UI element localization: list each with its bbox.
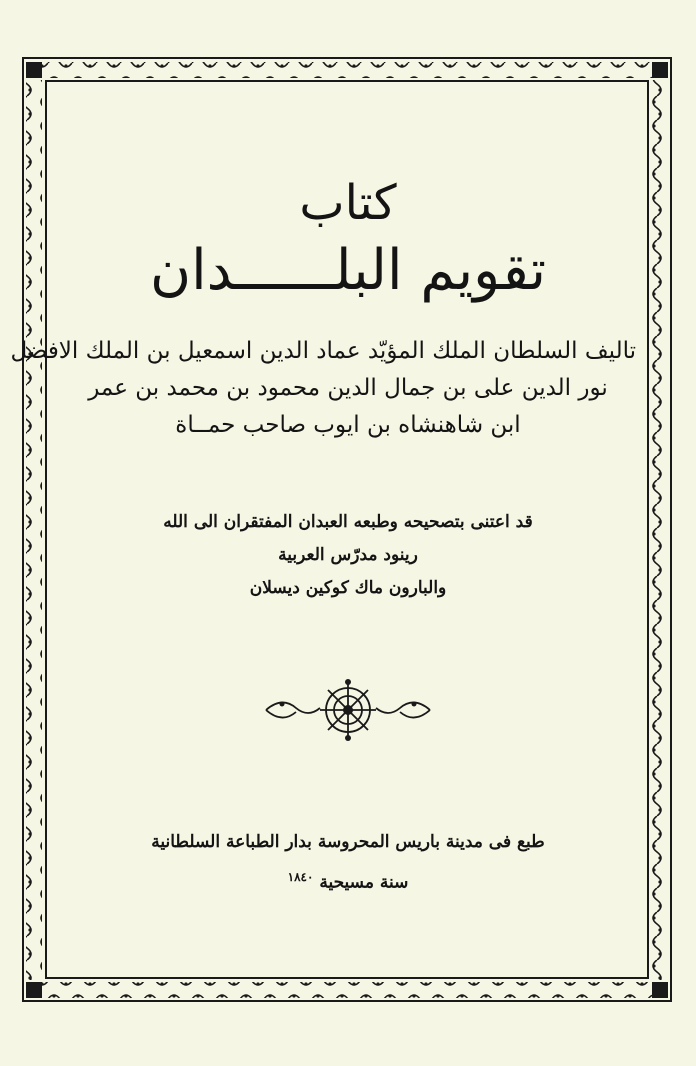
author-line-1: تاليف السلطان الملك المؤيّد عماد الدين اسمعيل بن الملك الافضل xyxy=(10,338,636,364)
imprint-year-label: سنة مسيحية xyxy=(319,872,409,893)
author-line-2: نور الدين على بن جمال الدين محمود بن محمد بن عمر xyxy=(88,375,608,401)
editor-line-3: والبارون ماك كوكين ديسلان xyxy=(249,578,447,598)
imprint-line: طبع فى مدينة باريس المحروسة بدار الطباعة السلطانية xyxy=(151,832,545,852)
editor-line-1: قد اعتنى بتصحيحه وطبعه العبدان المفتقران الى الله xyxy=(163,512,533,532)
imprint-date xyxy=(60,870,636,893)
central-rosette-ornament xyxy=(262,678,434,742)
author-line-3: ابن شاهنشاه بن ايوب صاحب حمــاة xyxy=(175,412,521,438)
title-word: كتاب xyxy=(299,175,397,231)
editor-line-2: رينود مدرّس العربية xyxy=(278,545,418,565)
imprint-year: ١٨٤٠ xyxy=(287,870,314,884)
book-title: تقويم البلــــــدان xyxy=(149,238,547,303)
